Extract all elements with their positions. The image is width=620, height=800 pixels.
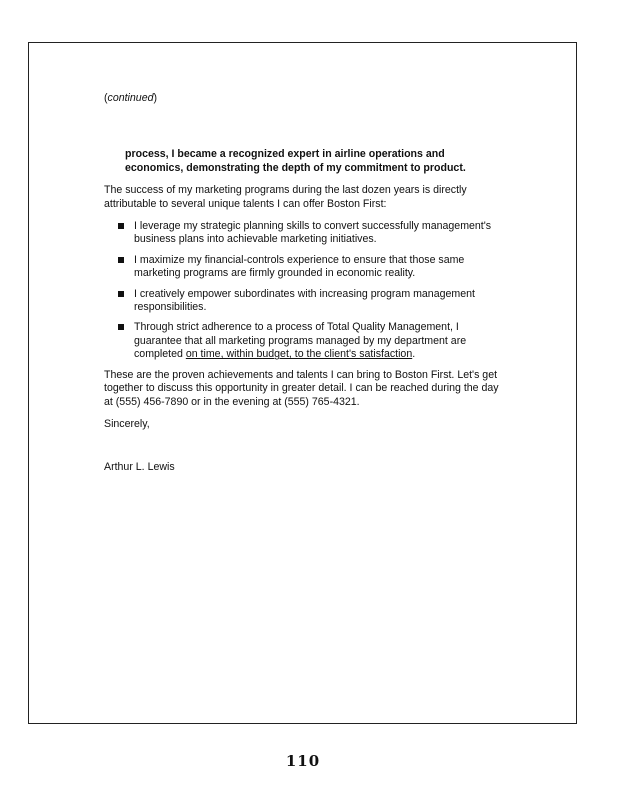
continued-word: continued bbox=[107, 92, 154, 104]
closing-paragraph: These are the proven achievements and talents I can bring to Boston First. Let's get together to discuss this opportunity in greater detail. I can be reached during the day at (555) 456-7890 or in the evening at (555) 765-4321. bbox=[104, 368, 499, 408]
list-item bbox=[104, 321, 494, 361]
intro-paragraph: The success of my marketing programs during the last dozen years is directly attributable to several unique talents I can offer Boston First: bbox=[104, 184, 467, 210]
square-bullet-icon bbox=[118, 223, 124, 229]
page-number: 110 bbox=[285, 752, 321, 770]
continued-label bbox=[104, 92, 509, 105]
continued-close-paren: ) bbox=[153, 92, 158, 104]
list-item-text: Through strict adherence to a process of Total Quality Management, I guarantee that all marketing programs managed by my department are completed bbox=[134, 321, 467, 361]
list-item bbox=[104, 288, 494, 315]
sign-off: Sincerely, bbox=[104, 417, 150, 430]
list-item-text: I leverage my strategic planning skills to convert successfully management's business plans into achievable marketing initiatives. bbox=[134, 220, 492, 246]
list-item bbox=[104, 254, 494, 281]
list-item bbox=[104, 220, 494, 247]
underlined-phrase: on time, within budget, to the client's satisfaction bbox=[185, 348, 413, 361]
square-bullet-icon bbox=[118, 324, 124, 330]
signature-name: Arthur L. Lewis bbox=[104, 461, 175, 474]
talents-list bbox=[104, 220, 509, 362]
square-bullet-icon bbox=[118, 257, 124, 263]
bold-paragraph: process, I became a recognized expert in airline operations and economics, demonstrating the depth of my commitment to product. bbox=[125, 148, 466, 174]
list-item-text: I creatively empower subordinates with increasing program management responsibilities. bbox=[134, 287, 475, 314]
square-bullet-icon bbox=[118, 291, 124, 297]
list-item-text-end: . bbox=[412, 348, 416, 361]
list-item-text: I maximize my financial-controls experience to ensure that those same marketing programs are firmly grounded in economic reality. bbox=[134, 253, 465, 280]
continued-open-paren: ( bbox=[104, 92, 108, 104]
letter-body bbox=[104, 92, 509, 475]
